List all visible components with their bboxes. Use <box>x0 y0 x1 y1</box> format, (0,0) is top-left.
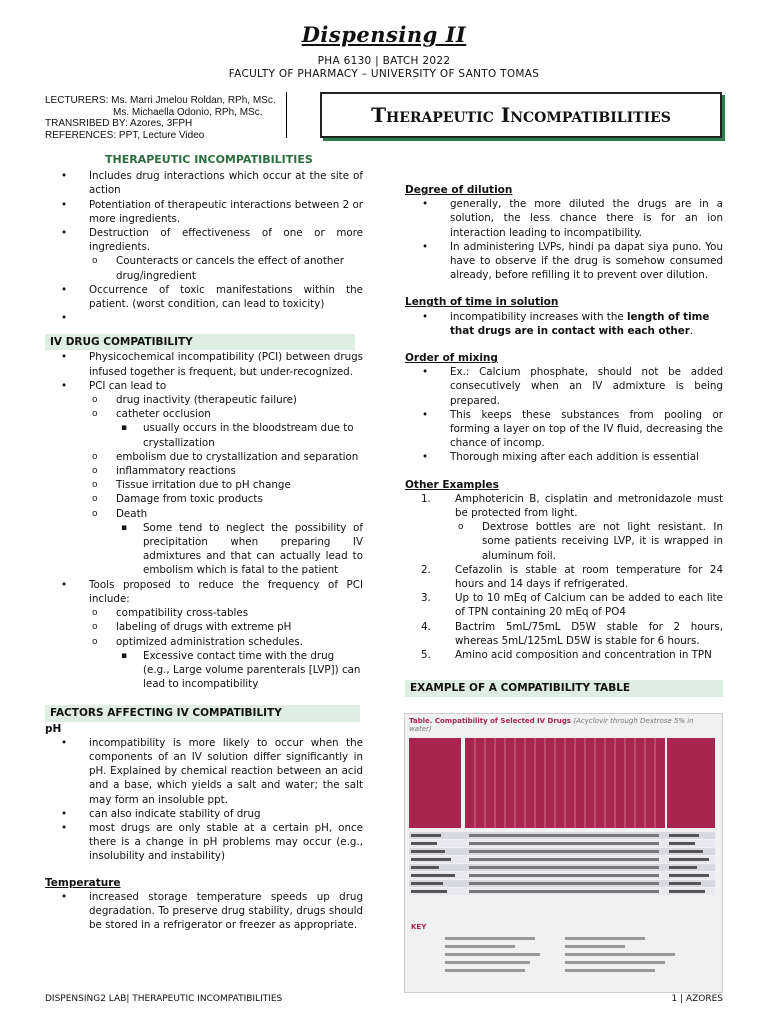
sub-bullet-item: o Dextrose bottles are not light resistant. In some patients receiving LVP, it is wrapped in aluminum foil. <box>482 520 723 563</box>
sub-bullet-item: o Death <box>116 507 363 521</box>
sub-bullet-item: o embolism due to crystallization and separation <box>116 450 363 464</box>
transcribed-line: TRANSRIBED BY: Azores, 3FPH <box>45 118 193 129</box>
ph-heading: pH <box>45 722 62 735</box>
other-examples-heading: Other Examples <box>405 478 499 491</box>
order-of-mixing-heading: Order of mixing <box>405 352 498 365</box>
square-bullet-item: ▪ Some tend to neglect the possibility of precipitation when preparing IV admixtures and that can actually lead to embolism which is fatal to the patient <box>143 521 363 578</box>
temperature-heading: Temperature <box>45 876 121 889</box>
text-run: incompatibility increases with the <box>450 310 627 323</box>
bullet-item <box>450 310 723 338</box>
bullet-item: • Ex.: Calcium phosphate, should not be added consecutively when an IV admixture is being prepared. <box>450 365 723 408</box>
square-bullet-item: ▪ Excessive contact time with the drug (e.g., Large volume parenterals [LVP]) can lead to incompatibility <box>143 649 363 692</box>
faculty-line: FACULTY OF PHARMACY – UNIVERSITY OF SANTO TOMAS <box>228 68 540 80</box>
bullet-item: • generally, the more diluted the drugs are in a solution, the less chance there is for an ion interaction leading to incompatibility. <box>450 197 723 240</box>
bullet-item: • Potentiation of therapeutic interactions between 2 or more ingredients. <box>89 198 363 226</box>
section-example-table: EXAMPLE OF A COMPATIBILITY TABLE <box>405 680 723 696</box>
document-title: Dispensing II <box>301 22 467 47</box>
course-code: PHA 6130 | BATCH 2022 <box>317 55 451 67</box>
sub-bullet-item: o labeling of drugs with extreme pH <box>116 620 363 634</box>
footer-left: DISPENSING2 LAB| THERAPEUTIC INCOMPATIBILITIES <box>45 994 283 1004</box>
table-caption <box>405 714 722 736</box>
bold-text-run: length of time that drugs are in contact with each other <box>450 310 710 337</box>
topic-title-box: Therapeutic Incompatibilities <box>320 92 722 138</box>
lecturers-line-1: LECTURERS: Ms. Marri Jmelou Roldan, RPh, MSc. <box>45 95 276 106</box>
numbered-item: 1. Amphotericin B, cisplatin and metronidazole must be protected from light. <box>455 492 723 520</box>
text-run: . <box>689 324 694 337</box>
section-factors-iv-compatibility: FACTORS AFFECTING IV COMPATIBILITY <box>45 705 360 721</box>
right-column <box>405 183 723 697</box>
bullet-item: • Occurrence of toxic manifestations within the patient. (worst condition, can lead to toxicity) <box>89 283 363 311</box>
table-key-lines <box>405 933 720 993</box>
section-therapeutic-incompatibilities: THERAPEUTIC INCOMPATIBILITIES <box>105 153 313 166</box>
sub-bullet-item: o Damage from toxic products <box>116 492 363 506</box>
sub-bullet-item: o inflammatory reactions <box>116 464 363 478</box>
references-line: REFERENCES: PPT, Lecture Video <box>45 129 205 141</box>
sub-bullet-item: o Counteracts or cancels the effect of another drug/ingredient <box>116 254 363 282</box>
bullet-item: • This keeps these substances from pooling or forming a layer on top of the IV fluid, decreasing the chance of incomp. <box>450 408 723 451</box>
bullet-item: • PCI can lead to <box>89 379 363 393</box>
bullet-item: • can also indicate stability of drug <box>89 807 363 821</box>
left-column <box>45 153 363 932</box>
sub-bullet-item: o catheter occlusion <box>116 407 363 421</box>
bullet-item: • Destruction of effectiveness of one or more ingredients. <box>89 226 363 254</box>
bullet-item: • Physicochemical incompatibility (PCI) between drugs infused together is frequent, but under-recognized. <box>89 350 363 378</box>
bullet-item: • incompatibility is more likely to occur when the components of an IV solution differ significantly in pH. Explained by chemical reaction between an acid and a base, which yields a salt and water; the salt may form an insoluble ppt. <box>89 736 363 807</box>
sub-bullet-item: o drug inactivity (therapeutic failure) <box>116 393 363 407</box>
length-of-time-heading: Length of time in solution <box>405 296 559 309</box>
numbered-item: 2. Cefazolin is stable at room temperature for 24 hours and 14 days if refrigerated. <box>455 563 723 591</box>
footer-right: 1 | AZORES <box>671 994 723 1004</box>
table-grid <box>405 736 720 921</box>
bullet-item: • most drugs are only stable at a certain pH, once there is a change in pH problems may occur (e.g., insolubility and instability) <box>89 821 363 864</box>
bullet-item: • increased storage temperature speeds up drug degradation. To preserve drug stability, drugs should be stored in a refrigerator or freezer as appropriate. <box>89 890 363 933</box>
table-key-label: KEY <box>411 923 427 931</box>
square-bullet-item: ▪ usually occurs in the bloodstream due to crystallization <box>143 421 363 449</box>
sub-bullet-item: o optimized administration schedules. <box>116 635 363 649</box>
numbered-item: 3. Up to 10 mEq of Calcium can be added to each lite of TPN containing 20 mEq of PO4 <box>455 591 723 619</box>
sub-bullet-item: o Tissue irritation due to pH change <box>116 478 363 492</box>
bullet-item: • Includes drug interactions which occur at the site of action <box>89 169 363 197</box>
bullet-item: • Tools proposed to reduce the frequency of PCI include: <box>89 578 363 606</box>
compatibility-table-image <box>404 713 723 993</box>
numbered-item: 5. Amino acid composition and concentration in TPN <box>455 648 723 662</box>
bullet-item: • In administering LVPs, hindi pa dapat siya puno. You have to observe if the drug is somehow consumed already, before refilling it to prevent over dilution. <box>450 240 723 283</box>
lecturers-line-2: Ms. Michaella Odonio, RPh, MSc. <box>113 106 263 118</box>
sub-bullet-item: o compatibility cross-tables <box>116 606 363 620</box>
table-title: Table. Compatibility of Selected IV Drugs <box>409 717 571 725</box>
dilution-heading: Degree of dilution <box>405 184 513 196</box>
section-iv-drug-compatibility: IV DRUG COMPATIBILITY <box>45 334 355 350</box>
header-divider <box>286 92 287 138</box>
empty-bullet <box>89 311 363 325</box>
bullet-item: • Thorough mixing after each addition is essential <box>450 450 723 464</box>
table-subtitle: (Acyclovir through Dextrose 5% in water) <box>409 717 694 733</box>
numbered-item: 4. Bactrim 5mL/75mL D5W stable for 2 hours, whereas 5mL/125mL D5W is stable for 6 hours. <box>455 620 723 648</box>
meta-block <box>45 95 276 141</box>
